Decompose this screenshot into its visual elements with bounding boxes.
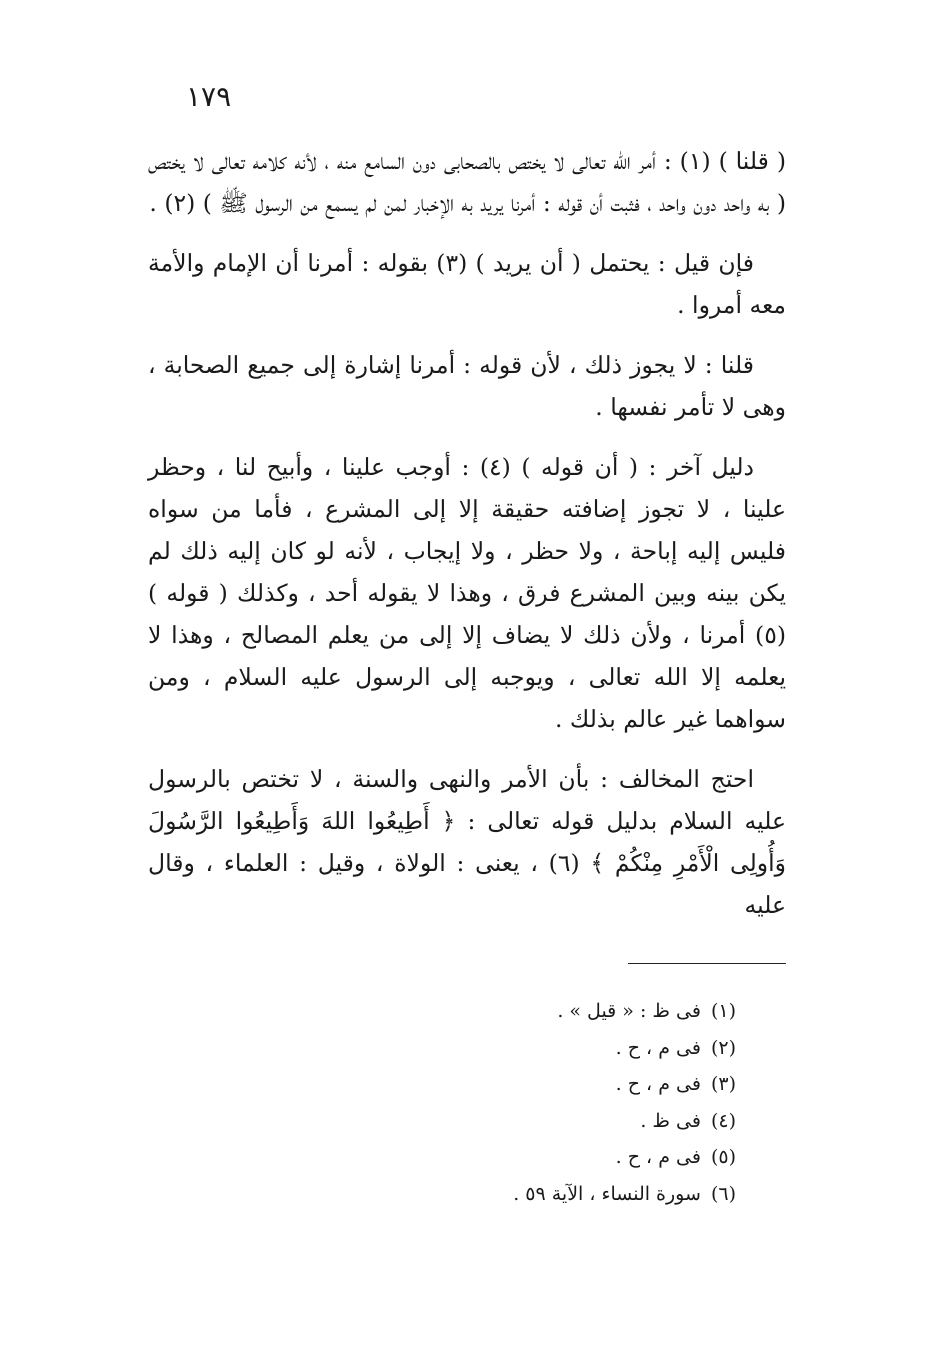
paragraph: فإن قيل : يحتمل ( أن يريد ) (٣) بقوله : أمرنا أن الإمام والأمة معه أمروا .	[148, 249, 786, 319]
paragraph: ( قلنا ) (١) : أمر الله تعالى لا يختص بالصحابى دون السامع منه ، لأنه كلامه تعالى لا يختص ( به واحد دون واحد ، فثبت أن قوله : أمرنا يريد به الإخبار لمن لم يسمع من الرسول ﷺ ) (٢) .	[148, 147, 786, 217]
footnote-item	[420, 1030, 736, 1067]
footnote-item	[420, 1103, 736, 1140]
footnote-number: (٥)	[710, 1146, 736, 1168]
footnote-text: فى ظ : « قيل » .	[557, 1000, 701, 1022]
page-number: ١٧٩	[186, 80, 232, 113]
paragraph: دليل آخر : ( أن قوله ) (٤) : أوجب علينا ، وأبيح لنا ، وحظر علينا ، لا تجوز إضافته حقيقة إلا إلى المشرع ، فأما من سواه فليس إليه إباحة ، ولا حظر ، ولا إيجاب ، لأنه لو كان إليه ذلك لم يكن بينه وبين المشرع فرق ، وهذا لا يقوله أحد ، وكذلك ( قوله ) (٥) أمرنا ، ولأن ذلك لا يضاف إلا إلى من يعلم المصالح ، وهذا لا يعلمه إلا الله تعالى ، ويوجبه إلى الرسول عليه السلام ، ومن سواهما غير عالم بذلك .	[148, 453, 786, 733]
paragraph: قلنا : لا يجوز ذلك ، لأن قوله : أمرنا إشارة إلى جميع الصحابة ، وهى لا تأمر نفسها .	[148, 351, 786, 421]
footnote-item	[420, 1066, 736, 1103]
footnote-item	[420, 993, 736, 1030]
footnote-item	[420, 1176, 736, 1213]
footnote-number: (٤)	[710, 1109, 736, 1132]
footnote-item	[420, 1139, 736, 1176]
footnote-number: (١)	[710, 1000, 736, 1022]
footnote-number: (٢)	[710, 1036, 736, 1059]
footnote-text: سورة النساء ، الآية ٥٩ .	[513, 1182, 701, 1205]
footnote-text: فى م ، ح .	[615, 1073, 701, 1095]
footnote-text: فى م ، ح .	[615, 1036, 701, 1059]
footnotes	[420, 993, 736, 1212]
footnote-text: فى م ، ح .	[615, 1146, 701, 1168]
paragraph: احتج المخالف : بأن الأمر والنهى والسنة ، لا تختص بالرسول عليه السلام بدليل قوله تعالى : ﴿ أَطِيعُوا اللهَ وَأَطِيعُوا الرَّسُولَ وَأُولِى الْأَمْرِ مِنْكُمْ ﴾ (٦) ، يعنى : الولاة ، وقيل : العلماء ، وقال عليه	[148, 765, 786, 919]
footnote-text: فى ظ .	[640, 1109, 701, 1132]
footnote-divider	[628, 963, 786, 964]
footnote-number: (٦)	[710, 1182, 736, 1205]
footnote-number: (٣)	[710, 1073, 736, 1095]
main-text	[148, 140, 786, 944]
